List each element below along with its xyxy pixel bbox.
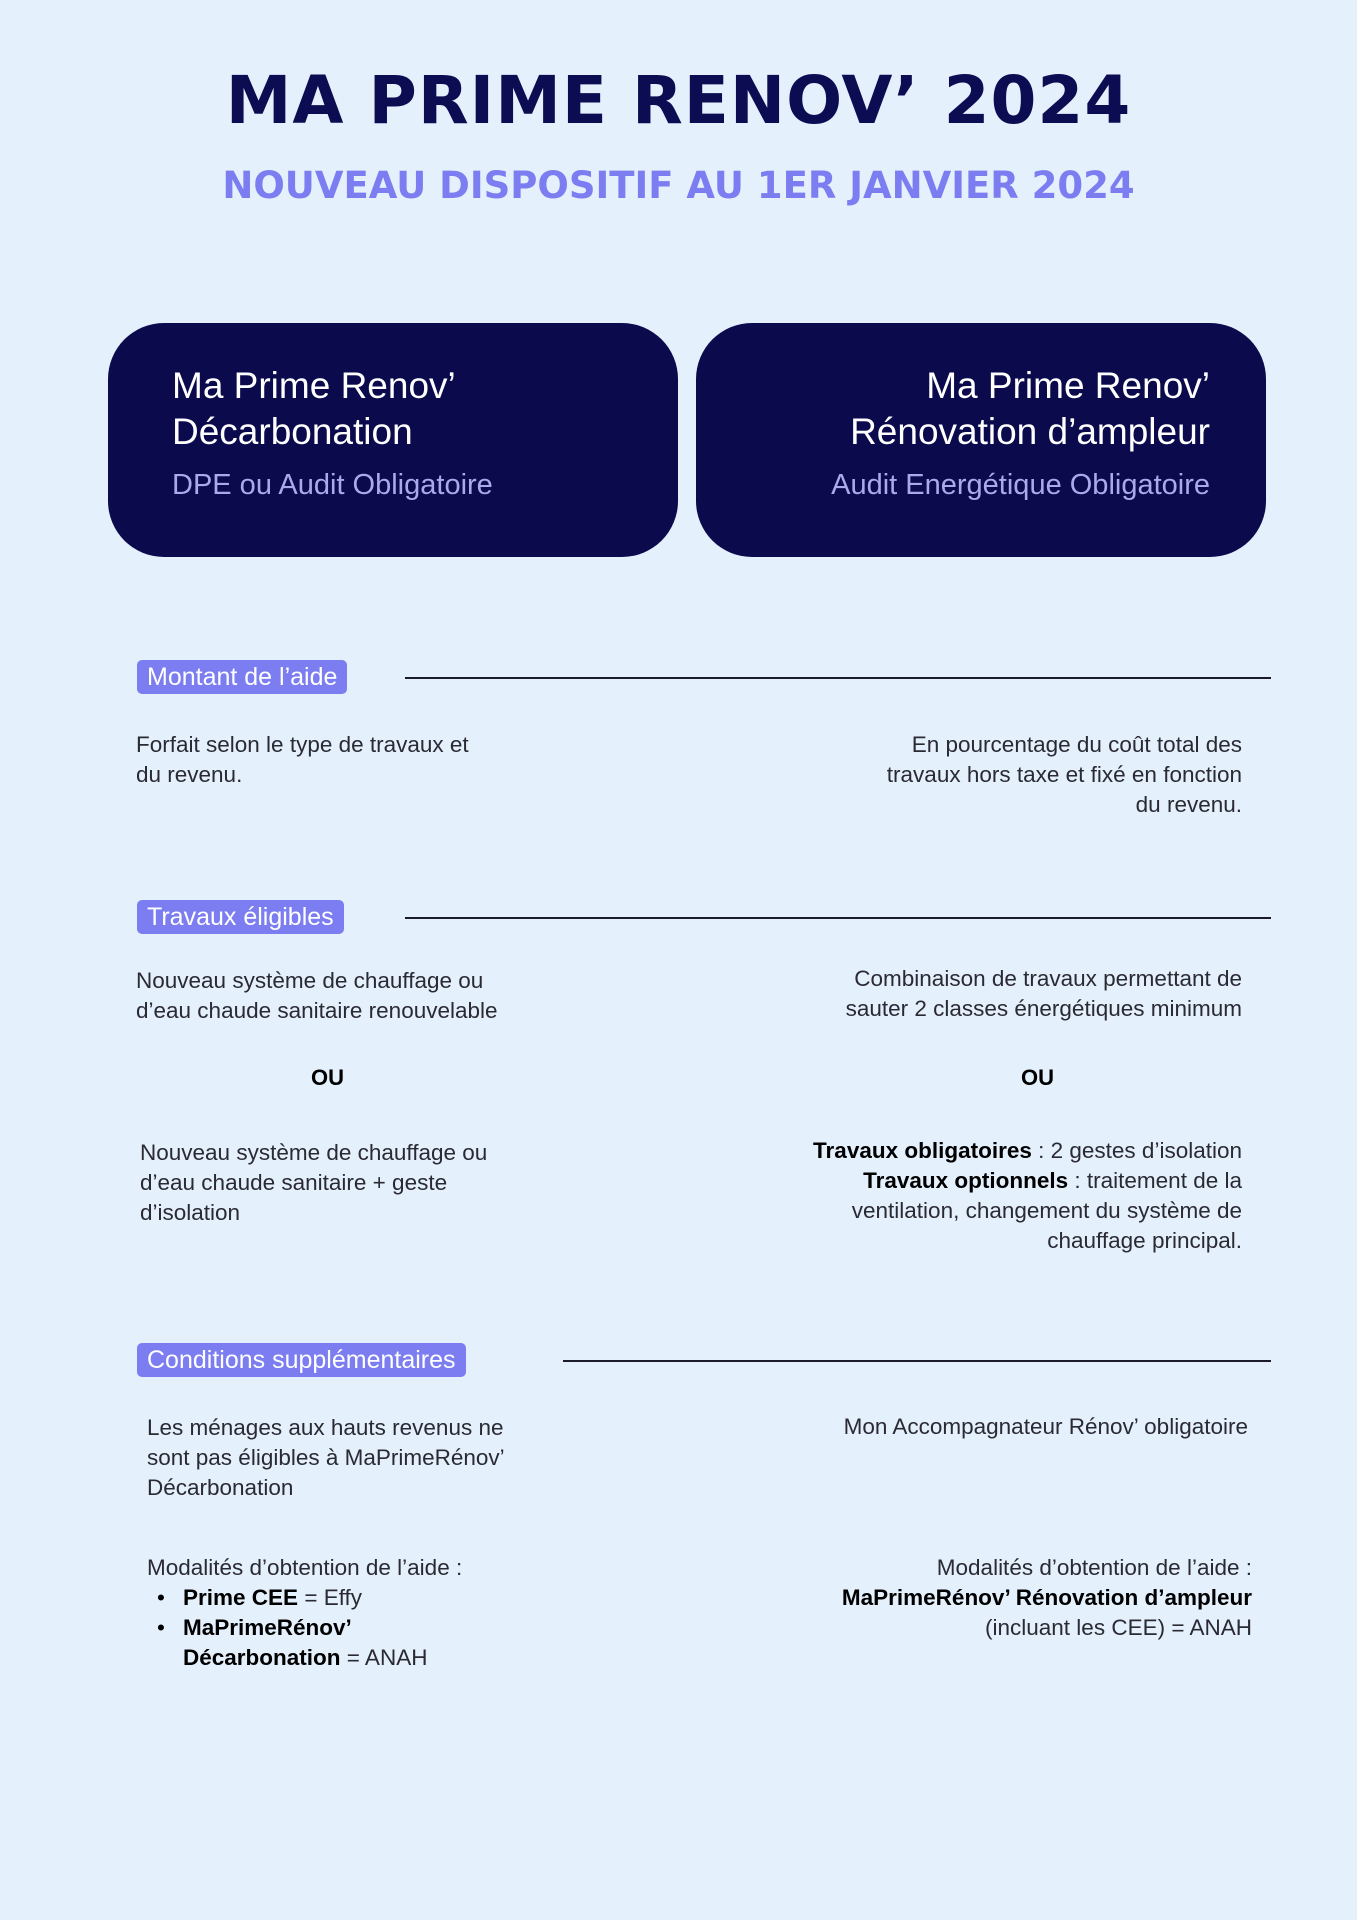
card-title: Ma Prime Renov’ Rénovation d’ampleur xyxy=(850,365,1210,452)
section-divider xyxy=(405,677,1271,679)
travaux-left-option-2: Nouveau système de chauffage ou d’eau chaude sanitaire + geste d’isolation xyxy=(140,1140,488,1225)
list-item xyxy=(183,1613,617,1673)
bullet-text: = ANAH xyxy=(340,1645,428,1670)
travaux-right-option-2 xyxy=(682,1136,1242,1256)
page-subtitle: NOUVEAU DISPOSITIF AU 1ER JANVIER 2024 xyxy=(222,164,1135,207)
optional-text: : traitement de la ventilation, changement du système de chauffage principal. xyxy=(851,1168,1242,1253)
list-item xyxy=(183,1583,617,1613)
section-divider xyxy=(405,917,1271,919)
conditions-left-text: Les ménages aux hauts revenus ne sont pas éligibles à MaPrimeRénov’ Décarbonation xyxy=(147,1415,505,1500)
section-label: Conditions supplémentaires xyxy=(137,1343,466,1377)
conditions-left-modalites xyxy=(147,1553,617,1673)
section-divider xyxy=(563,1360,1271,1362)
modalites-intro: Modalités d’obtention de l’aide : xyxy=(936,1555,1252,1580)
modalites-intro: Modalités d’obtention de l’aide : xyxy=(147,1555,463,1580)
card-title: Ma Prime Renov’ Décarbonation xyxy=(172,365,456,452)
optional-label: Travaux optionnels xyxy=(863,1168,1069,1193)
page-title: MA PRIME RENOV’ 2024 xyxy=(225,62,1132,139)
section-header-conditions xyxy=(137,1343,466,1377)
card-subtitle: Audit Energétique Obligatoire xyxy=(831,469,1210,501)
modalites-label: MaPrimeRénov’ Rénovation d’ampleur xyxy=(841,1585,1252,1610)
conditions-right-modalites xyxy=(700,1553,1252,1643)
montant-left-text: Forfait selon le type de travaux et du revenu. xyxy=(136,732,469,787)
travaux-right-option-1: Combinaison de travaux permettant de sauter 2 classes énergétiques minimum xyxy=(845,966,1242,1021)
bullet-label: Prime CEE xyxy=(183,1585,299,1610)
card-renovation-ampleur xyxy=(696,323,1266,557)
mandatory-text: : 2 gestes d’isolation xyxy=(1031,1138,1242,1163)
or-separator-left: OU xyxy=(311,1065,344,1090)
bullet-text: = Effy xyxy=(298,1585,363,1610)
section-header-travaux xyxy=(137,900,344,934)
card-subtitle: DPE ou Audit Obligatoire xyxy=(172,469,493,501)
section-label: Travaux éligibles xyxy=(137,900,344,934)
or-separator-right: OU xyxy=(1021,1065,1054,1090)
travaux-left-option-1: Nouveau système de chauffage ou d’eau chaude sanitaire renouvelable xyxy=(136,968,498,1023)
conditions-right-text: Mon Accompagnateur Rénov’ obligatoire xyxy=(843,1414,1248,1439)
section-label: Montant de l’aide xyxy=(137,660,347,694)
bullet-label: MaPrimeRénov’ Décarbonation xyxy=(183,1615,352,1670)
modalites-text: (incluant les CEE) = ANAH xyxy=(985,1615,1252,1640)
modalites-list xyxy=(147,1583,617,1673)
montant-right-text: En pourcentage du coût total des travaux hors taxe et fixé en fonction du revenu. xyxy=(886,732,1242,817)
mandatory-label: Travaux obligatoires xyxy=(813,1138,1032,1163)
card-decarbonation xyxy=(108,323,678,557)
section-header-montant xyxy=(137,660,347,694)
